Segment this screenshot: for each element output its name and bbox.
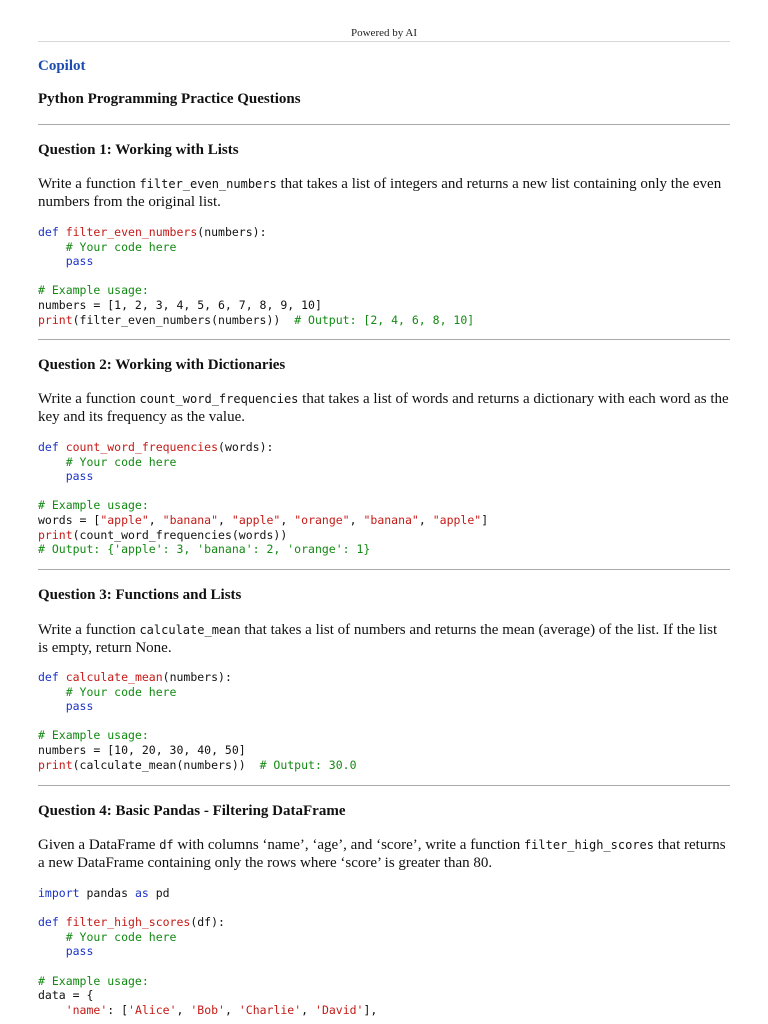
code-token: 'Bob' <box>190 1002 225 1017</box>
question-2-description <box>38 390 730 426</box>
question-2-title: Question 2: Working with Dictionaries <box>38 357 286 373</box>
code-line <box>38 1003 377 1017</box>
code-token: (count_word_frequencies(words)) <box>72 527 288 542</box>
code-token: words = [ <box>38 512 101 527</box>
question-1-title: Question 1: Working with Lists <box>38 142 239 158</box>
inline-code: filter_even_numbers <box>139 177 277 191</box>
code-line <box>38 313 474 327</box>
code-token: , <box>148 512 163 527</box>
code-token: , <box>218 512 232 527</box>
question-1-description <box>38 175 730 211</box>
code-token: # Example usage: <box>38 728 149 743</box>
code-token: , <box>176 1002 191 1017</box>
code-token: (words): <box>218 440 274 454</box>
code-token: , <box>349 512 364 527</box>
code-token: ] <box>481 512 489 527</box>
code-token: numbers = [10, 20, 30, 40, 50] <box>38 742 246 757</box>
code-line <box>38 728 149 742</box>
code-line <box>38 988 93 1002</box>
code-token: pandas <box>79 886 135 900</box>
desc-text: Given a DataFrame <box>38 837 160 853</box>
code-line <box>38 440 273 454</box>
code-token: print <box>38 312 73 327</box>
inline-code: calculate_mean <box>139 623 241 637</box>
code-token: # Your code here <box>65 239 177 254</box>
code-line <box>38 254 93 268</box>
code-token: : [ <box>107 1002 129 1017</box>
code-token: "banana" <box>162 512 219 527</box>
code-token: , <box>301 1002 316 1017</box>
code-token: numbers = [1, 2, 3, 4, 5, 6, 7, 8, 9, 10] <box>38 297 322 312</box>
question-3-title: Question 3: Functions and Lists <box>38 587 242 603</box>
code-token <box>38 685 66 699</box>
code-token: pass <box>65 699 94 714</box>
code-token: "banana" <box>363 512 419 527</box>
code-line <box>38 944 93 958</box>
code-token: def <box>38 670 66 684</box>
code-token: "apple" <box>100 512 149 527</box>
desc-text: that takes a list of words and returns a dictionary with each word as the key and its frequency as the value. <box>38 391 729 425</box>
code-token: # Your code here <box>65 684 177 699</box>
code-line <box>38 528 287 542</box>
code-line <box>38 455 176 469</box>
code-line <box>38 513 488 527</box>
code-line <box>38 915 225 929</box>
code-token: print <box>38 757 73 772</box>
code-token: "apple" <box>432 512 482 527</box>
desc-text: with columns ‘name’, ‘age’, and ‘score’, write a function <box>173 837 524 853</box>
code-token: (df): <box>190 915 225 930</box>
code-token <box>38 469 66 483</box>
powered-by-label: Powered by AI <box>351 27 417 39</box>
code-token: # Your code here <box>65 929 177 944</box>
code-token: # Example usage: <box>38 498 149 513</box>
code-token: 'name' <box>65 1002 108 1017</box>
code-token: pd <box>148 886 170 900</box>
code-token: filter_high_scores <box>65 915 191 930</box>
code-token <box>38 930 66 944</box>
code-line <box>38 498 149 512</box>
code-line <box>38 298 322 312</box>
code-token: # Output: [2, 4, 6, 8, 10] <box>294 312 475 327</box>
code-token: 'David' <box>315 1002 364 1017</box>
code-token: calculate_mean <box>65 670 163 684</box>
code-token: pass <box>65 469 94 484</box>
code-token: def <box>38 225 66 239</box>
inline-code: df <box>159 838 174 852</box>
code-line <box>38 670 232 684</box>
inline-code: count_word_frequencies <box>139 392 299 406</box>
code-line <box>38 225 267 239</box>
code-token: # Example usage: <box>38 973 149 988</box>
code-line <box>38 240 176 254</box>
code-token: # Output: {'apple': 3, 'banana': 2, 'orange': 1} <box>38 542 371 557</box>
code-line <box>38 743 246 757</box>
question-4-title: Question 4: Basic Pandas - Filtering DataFrame <box>38 803 346 819</box>
inline-code: filter_high_scores <box>523 838 654 852</box>
code-token: pass <box>65 944 94 959</box>
code-token: count_word_frequencies <box>65 440 219 454</box>
document-title: Python Programming Practice Questions <box>38 91 301 107</box>
question-1-code-block <box>38 225 474 327</box>
code-token: def <box>38 440 66 454</box>
code-token <box>38 254 66 268</box>
code-token <box>38 699 66 713</box>
code-token: "orange" <box>294 512 350 527</box>
code-line <box>38 542 370 556</box>
code-token: print <box>38 527 73 542</box>
desc-text: that takes a list of numbers and returns the mean (average) of the list. If the list is empty, return None. <box>38 622 718 656</box>
code-token: (numbers): <box>162 670 232 684</box>
code-token <box>38 455 66 469</box>
question-3-code-block <box>38 670 357 772</box>
section-divider <box>38 569 730 570</box>
code-token: (numbers): <box>197 225 267 239</box>
code-token: data = { <box>38 988 94 1003</box>
code-token: , <box>280 512 295 527</box>
question-3-description <box>38 621 730 657</box>
code-token: import <box>38 886 80 900</box>
code-token: def <box>38 915 66 930</box>
code-token <box>38 240 66 254</box>
section-divider <box>38 124 730 125</box>
section-divider <box>38 339 730 340</box>
code-token: # Example usage: <box>38 283 149 298</box>
code-token: (calculate_mean(numbers)) <box>72 757 260 772</box>
code-token: "apple" <box>231 512 281 527</box>
code-token: 'Alice' <box>128 1002 177 1017</box>
code-token: 'Charlie' <box>238 1002 302 1017</box>
code-line <box>38 685 176 699</box>
question-4-description <box>38 836 730 872</box>
code-line <box>38 283 149 297</box>
code-token: # Your code here <box>65 454 177 469</box>
code-token <box>38 1003 66 1017</box>
code-token <box>38 944 66 958</box>
header-divider <box>38 41 730 42</box>
code-token: filter_even_numbers <box>65 225 198 239</box>
desc-text: Write a function <box>38 391 140 407</box>
code-token: , <box>224 1002 239 1017</box>
code-line <box>38 930 176 944</box>
desc-text: Write a function <box>38 622 140 638</box>
section-divider <box>38 785 730 786</box>
code-token: (filter_even_numbers(numbers)) <box>72 312 295 327</box>
copilot-brand: Copilot <box>38 58 86 74</box>
desc-text: Write a function <box>38 176 140 192</box>
code-token: , <box>418 512 433 527</box>
question-2-code-block <box>38 440 488 557</box>
code-token: pass <box>65 254 94 269</box>
code-token: # Output: 30.0 <box>259 757 357 772</box>
code-token: ], <box>363 1002 378 1017</box>
question-4-code-block <box>38 886 377 1017</box>
desc-text: that takes a list of integers and returns a new list containing only the even numbers from the original list. <box>38 176 722 210</box>
code-token: as <box>134 886 149 900</box>
code-line <box>38 469 93 483</box>
code-line <box>38 699 93 713</box>
code-line <box>38 974 149 988</box>
code-line <box>38 886 170 900</box>
desc-text: that returns a new DataFrame containing only the rows where ‘score’ is greater than 80. <box>38 837 726 871</box>
code-line <box>38 758 357 772</box>
